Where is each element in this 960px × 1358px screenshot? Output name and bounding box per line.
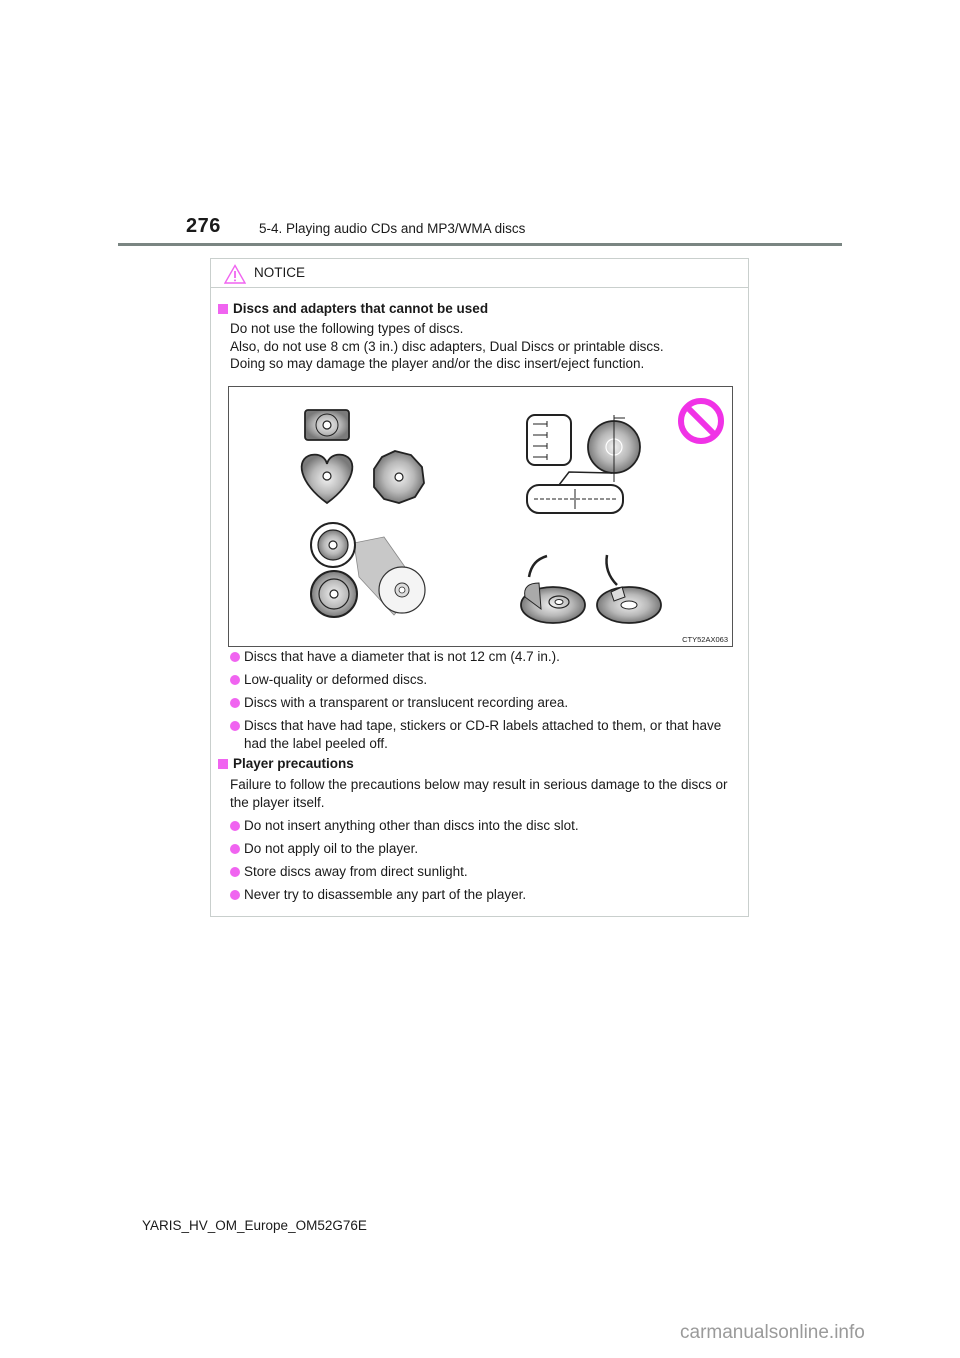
page-number: 276 (186, 215, 221, 237)
list-item (230, 717, 745, 752)
unusable-discs-illustration (228, 386, 733, 647)
notice-label: NOTICE (254, 265, 306, 280)
notice-header (211, 259, 748, 288)
list-item (230, 886, 745, 904)
paragraph: Also, do not use 8 cm (3 in.) disc adapters, Dual Discs or printable discs. (230, 338, 664, 354)
notice-box (210, 258, 749, 917)
bullet-icon (230, 675, 240, 685)
section-heading-text: Discs and adapters that cannot be used (233, 301, 489, 316)
bullet-icon (230, 867, 240, 877)
watermark-link[interactable]: carmanualsonline.info (680, 1322, 865, 1343)
section-heading-player-precautions (218, 756, 354, 771)
paragraph: Do not use the following types of discs. (230, 321, 464, 336)
list-item (230, 648, 745, 666)
square-bullet-icon (218, 759, 228, 769)
list-item (230, 863, 745, 881)
bullet-icon (230, 698, 240, 708)
section-title: 5-4. Playing audio CDs and MP3/WMA discs (259, 221, 526, 236)
square-bullet-icon (218, 304, 228, 314)
list-item-text: Store discs away from direct sunlight. (244, 864, 468, 879)
header-divider (118, 243, 842, 246)
list-item-text: Discs with a transparent or translucent recording area. (244, 695, 569, 710)
list-item (230, 817, 745, 835)
document-id: YARIS_HV_OM_Europe_OM52G76E (142, 1218, 367, 1233)
list-item-text: Do not apply oil to the player. (244, 841, 419, 856)
section-heading-text: Player precautions (233, 756, 354, 771)
list-item-text: Do not insert anything other than discs into the disc slot. (244, 818, 579, 833)
section-heading-discs-adapters (218, 301, 488, 316)
list-item-text: Never try to disassemble any part of the player. (244, 887, 527, 902)
list-item (230, 840, 745, 858)
bullet-icon (230, 821, 240, 831)
paragraph: Failure to follow the precautions below may result in serious damage to the discs or the player itself. (230, 777, 728, 810)
bullet-icon (230, 652, 240, 662)
page-header (0, 0, 960, 250)
list-item (230, 694, 745, 712)
list-item-text: Discs that have a diameter that is not 12 cm (4.7 in.). (244, 649, 560, 664)
bullet-icon (230, 890, 240, 900)
bullet-icon (230, 721, 240, 731)
list-item (230, 671, 745, 689)
disc-illustration-graphic (229, 387, 732, 646)
paragraph: Doing so may damage the player and/or the disc insert/eject function. (230, 356, 645, 371)
list-item-text: Low-quality or deformed discs. (244, 672, 428, 687)
list-item-text: Discs that have had tape, stickers or CD-R labels attached to them, or that have had the label peeled off. (244, 718, 722, 751)
bullet-icon (230, 844, 240, 854)
warning-triangle-icon (224, 264, 246, 284)
figure-code: CTY52AX063 (682, 635, 728, 644)
